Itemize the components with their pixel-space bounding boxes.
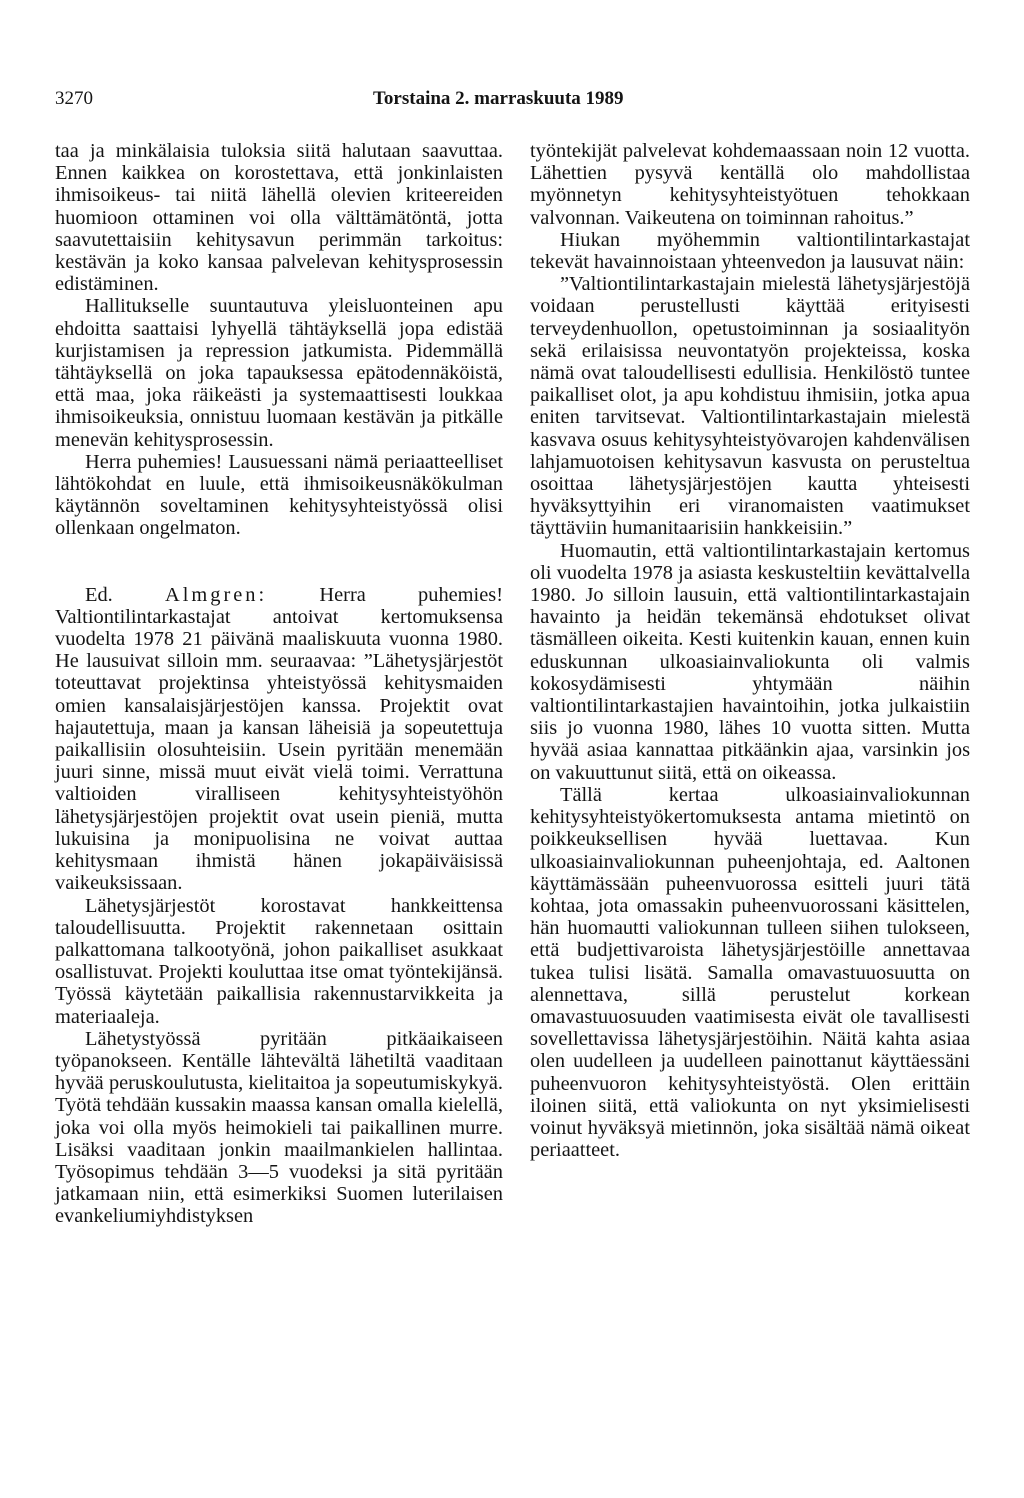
paragraph: työntekijät palvelevat kohdemaassaan noin 12 vuotta. Lähettien pysyvä kentällä olo mahdollistaa myönnetyn kehitysyhteistyötuen tehokkaan valvonnan. Vaikeutena on toiminnan rahoitus.” — [530, 140, 970, 229]
page-header — [55, 88, 965, 118]
speech-paragraph — [55, 584, 503, 895]
paragraph: Tällä kertaa ulkoasiainvaliokunnan kehitysyhteistyökertomuksesta antama mietintö on poikkeuksellisen hyvää luettavaa. Kun ulkoasiainvaliokunnan puheenjohtaja, ed. Aaltonen käyttämässään puheenvuorossa esitteli juuri tätä kohtaa, jota omassakin puheenvuorossani käsittelen, hän huomautti valiokunnan tulleen siihen tulokseen, että budjettivaroista lähetysjärjestöille annettavaa tukea tulisi lisätä. Samalla omavastuuosuutta on alennettava, sillä perustelut korkean omavastuuosuuden vaatimisesta eivät ole tavallisesti sovellettavissa lähetysjärjestöihin. Näitä kahta asiaa olen uudelleen ja uudelleen painottanut käyttäessäni puheenvuoron kehitysyhteistyöstä. Olen erittäin iloinen siitä, että valiokunta on nyt yksimielisesti voinut hyväksyä mietinnön, joka sisältää nämä oikeat periaatteet. — [530, 783, 970, 1162]
paragraph: Hiukan myöhemmin valtiontilintarkastajat tekevät havainnoistaan yhteenvedon ja lausuvat näin: — [530, 228, 970, 274]
right-column — [530, 140, 970, 1161]
paragraph: Lähetysjärjestöt korostavat hankkeittensa taloudellisuutta. Projektit rakennetaan osittain palkattomana talkootyönä, johon paikalliset asukkaat osallistuvat. Projekti kouluttaa itse omat työntekijänsä. Työssä käytetään paikallisia rakennustarvikkeita ja materiaaleja. — [55, 894, 503, 1028]
paragraph: Lähetystyössä pyritään pitkäaikaiseen työpanokseen. Kentälle lähtevältä lähetiltä vaaditaan hyvää peruskoulutusta, kielitaitoa ja sopeutumiskykyä. Työtä tehdään kussakin maassa kansan omalla kielellä, joka voi olla myös heimokieli tai paikallinen murre. Lisäksi vaaditaan jonkin maailmankielen hallintaa. Työsopimus tehdään 3—5 vuodeksi ja sitä pyritään jatkamaan niin, että esimerkiksi Suomen luterilaisen evankeliumiyhdistyksen — [55, 1027, 503, 1228]
paragraph: taa ja minkälaisia tuloksia siitä halutaan saavuttaa. Ennen kaikkea on korostettava, että jonkinlaisten ihmisoikeus- tai niitä lähellä olevien kriteereiden huomioon ottaminen voi olla välttämätöntä, jotta saavutettaisiin kehitysavun perimmän tarkoitus: kestävän ja koko kansaa palvelevan kehitysprosessin edistäminen. — [55, 140, 503, 296]
speaker-prefix: Ed. — [85, 583, 113, 606]
paragraph: Hallitukselle suuntautuva yleisluonteinen apu ehdoitta saattaisi lyhyellä tähtäyksellä jopa edistää kurjistamisen ja repression jatkumista. Pidemmällä tähtäyksellä on joka tapauksessa epätodennäköistä, että maa, joka räikeästi ja systemaattisesti loukkaa ihmisoikeuksia, onnistuu luomaan kestävän ja pitkälle menevän kehitysprosessin. — [55, 295, 503, 451]
quote-paragraph: ”Valtiontilintarkastajain mielestä lähetysjärjestöjä voidaan perustellusti käyttää erityisesti terveydenhuollon, opetustoiminnan ja sosiaalityön sekä erilaisissa neuvontatyön projekteissa, koska nämä ovat taloudellisesti edullisia. Henkilöstö tuntee paikalliset olot, ja apu kohdistuu ihmisiin, jotka apua eniten tarvitsevat. Valtiontilintarkastajain mielestä kasvava osuus kehitysyhteistyövarojen kahdenvälisen lahjamuotoisen kehitysavun kasvusta on perusteltua osoittaa lähetysjärjestöjen kautta yhteisesti hyväksyttyihin eri viranomaisten vaatimukset täyttäviin humanitaarisiin hankkeisiin.” — [530, 273, 970, 540]
session-date-title: Torstaina 2. marraskuuta 1989 — [373, 88, 624, 109]
speaker-name: Almgren: — [165, 583, 268, 606]
paragraph: Huomautin, että valtiontilintarkastajain kertomus oli vuodelta 1978 ja asiasta keskusteltiin kevättalvella 1980. Jo silloin lausuin, että valtiontilintarkastajain havainto ja heidän tekemänsä ehdotukset olivat täsmälleen oikeita. Kesti kuitenkin kauan, ennen kuin eduskunnan ulkoasiainvaliokunta oli valmis kokosydämisesti yhtymään näihin valtiontilintarkastajien havaintoihin, jotka julkaistiin siis jo vuonna 1980, lähes 10 vuotta sitten. Mutta hyvää asiaa kannattaa pitkäänkin ajaa, varsinkin jos on vakuuttunut siitä, että on oikeassa. — [530, 539, 970, 784]
speech-text: Herra puhemies! Valtiontilintarkastajat antoivat kertomuksensa vuodelta 1978 21 päivänä maaliskuuta vuonna 1980. He lausuivat silloin mm. seuraavaa: ”Lähetysjärjestöt toteuttavat projektinsa yhteistyössä kehitysmaiden omien kansalaisjärjestöjen kanssa. Projektit ovat hajautettuja, maan ja kansan läheisiä ja sopeutettuja paikallisiin olosuhteisiin. Usein pyritään menemään juuri sinne, missä muut eivät vielä toimi. Verrattuna valtioiden viralliseen kehitysyhteistyöhön lähetysjärjestöjen projektit ovat usein pieniä, mutta lukuisina ja monipuolisina ne voivat auttaa kehitysmaan ihmistä hänen jokapäiväisissä vaikeuksissaan. — [55, 583, 503, 895]
left-column — [55, 140, 503, 1228]
paragraph: Herra puhemies! Lausuessani nämä periaatteelliset lähtökohdat en luule, että ihmisoikeusnäkökulman käytännön soveltaminen kehitysyhteistyössä olisi ollenkaan ongelmaton. — [55, 450, 503, 540]
page-number: 3270 — [55, 88, 93, 109]
